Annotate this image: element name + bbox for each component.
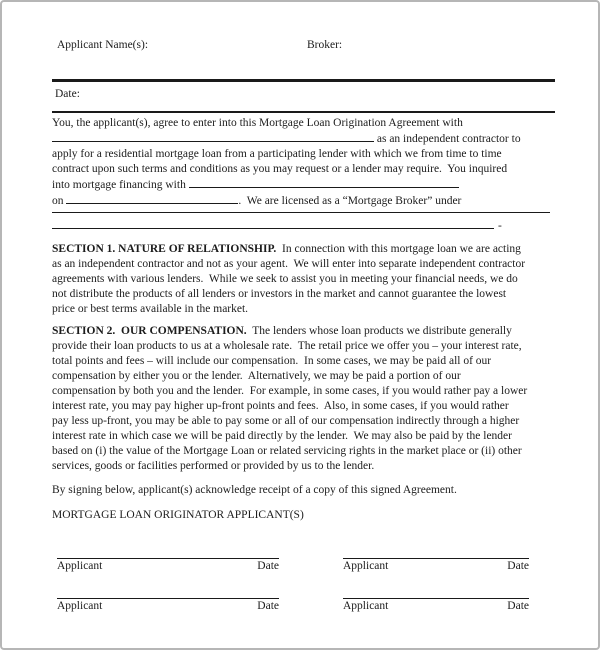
paragraph-line: contract upon such terms and conditions as you may request or a lender may require. You inquired xyxy=(52,163,508,175)
paragraph-line: total points and fees – will include our compensation. In some cases, we may be paid all of our xyxy=(52,355,492,367)
section2-heading: SECTION 2. OUR COMPENSATION. xyxy=(52,325,247,337)
applicant-signature-label: Applicant xyxy=(57,600,103,612)
divider-rule-under-date xyxy=(52,111,555,114)
paragraph-line: as an independent contractor and not as your agent. We will enter into separate independent contractor xyxy=(52,258,526,270)
trailing-dash: - xyxy=(498,220,502,232)
paragraph-line: interest rate, you may pay higher up-front points and fees. Also, in some cases, if you would rather xyxy=(52,400,509,412)
broker-company-blank-field[interactable] xyxy=(52,131,374,142)
applicant-signature-label: Applicant xyxy=(57,560,103,572)
paragraph-line-text: on xyxy=(52,195,67,207)
paragraph-line: based on (i) the value of the Mortgage Loan or related servicing rights in the market place or (ii) other xyxy=(52,445,522,457)
applicant-signature-label: Applicant xyxy=(343,600,389,612)
paragraph-line: You, the applicant(s), agree to enter into this Mortgage Loan Origination Agreement with xyxy=(52,117,463,129)
header-row xyxy=(57,38,552,53)
intro-paragraph xyxy=(52,116,552,231)
financing-with-blank-field[interactable] xyxy=(189,177,459,188)
paragraph-line xyxy=(52,177,552,193)
section2-heading-line xyxy=(52,324,552,339)
divider-rule-top xyxy=(52,79,555,82)
closing-statement: By signing below, applicant(s) acknowledge receipt of a copy of this signed Agreement. xyxy=(52,484,457,496)
signature-row-1 xyxy=(57,558,552,574)
date-signature-label: Date xyxy=(507,600,529,612)
paragraph-line: not distribute the products of all lenders or investors in the market and cannot guarantee the lowest xyxy=(52,288,507,300)
broker-label: Broker: xyxy=(307,39,343,51)
license-blank-line2-row xyxy=(52,219,552,231)
applicant-signature-label: Applicant xyxy=(343,560,389,572)
section1-heading: SECTION 1. NATURE OF RELATIONSHIP. xyxy=(52,243,277,255)
paragraph-line: agreements with various lenders. While we seek to assist you in meeting your financial needs, we do xyxy=(52,273,518,285)
section2-paragraph xyxy=(52,324,552,474)
license-blank-field-line2[interactable] xyxy=(52,225,494,229)
license-blank-field-line1[interactable] xyxy=(52,209,550,213)
date-label: Date: xyxy=(55,87,80,100)
signature-row-2 xyxy=(57,598,552,614)
section1-heading-line xyxy=(52,242,552,257)
paragraph-line-text: The lenders whose loan products we distribute generally xyxy=(246,325,512,337)
date-signature-label: Date xyxy=(507,560,529,572)
paragraph-line xyxy=(52,193,552,209)
paragraph-line: interest rate in which case we will be paid directly by the lender. We may also be paid by the lender xyxy=(52,430,512,442)
paragraph-line: apply for a residential mortgage loan from a participating lender with which we from time to time xyxy=(52,148,502,160)
section1-paragraph xyxy=(52,242,552,317)
paragraph-line xyxy=(52,131,552,147)
paragraph-line: compensation by either you or the lender. Alternatively, we may be paid a portion of our xyxy=(52,370,461,382)
paragraph-line-text: In connection with this mortgage loan we are acting xyxy=(276,243,521,255)
paragraph-line-text: as an independent contractor to xyxy=(374,133,521,145)
signature-line-applicant-2[interactable] xyxy=(343,558,529,574)
paragraph-line: pay less up-front, you may be able to pay some or all of our compensation indirectly through a higher xyxy=(52,415,520,427)
paragraph-line-text: . We are licensed as a “Mortgage Broker” under xyxy=(238,195,462,207)
signature-line-applicant-4[interactable] xyxy=(343,598,529,614)
paragraph-line-text: into mortgage financing with xyxy=(52,179,189,191)
paragraph-line: provide their loan products to us at a wholesale rate. The retail price we offer you – your interest rate, xyxy=(52,340,522,352)
paragraph-line: compensation by both you and the lender. For example, in some cases, if you would rather pay a lower xyxy=(52,385,528,397)
date-signature-label: Date xyxy=(257,560,279,572)
inquiry-date-blank-field[interactable] xyxy=(66,193,238,204)
signature-line-applicant-3[interactable] xyxy=(57,598,279,614)
paragraph-line: price or best terms available in the market. xyxy=(52,303,249,315)
signature-line-applicant-1[interactable] xyxy=(57,558,279,574)
applicant-names-label: Applicant Name(s): xyxy=(57,39,149,51)
date-signature-label: Date xyxy=(257,600,279,612)
paragraph-line: services, goods or facilities performed or provided by us to the lender. xyxy=(52,460,375,472)
signature-section-title: MORTGAGE LOAN ORIGINATOR APPLICANT(S) xyxy=(52,509,304,521)
